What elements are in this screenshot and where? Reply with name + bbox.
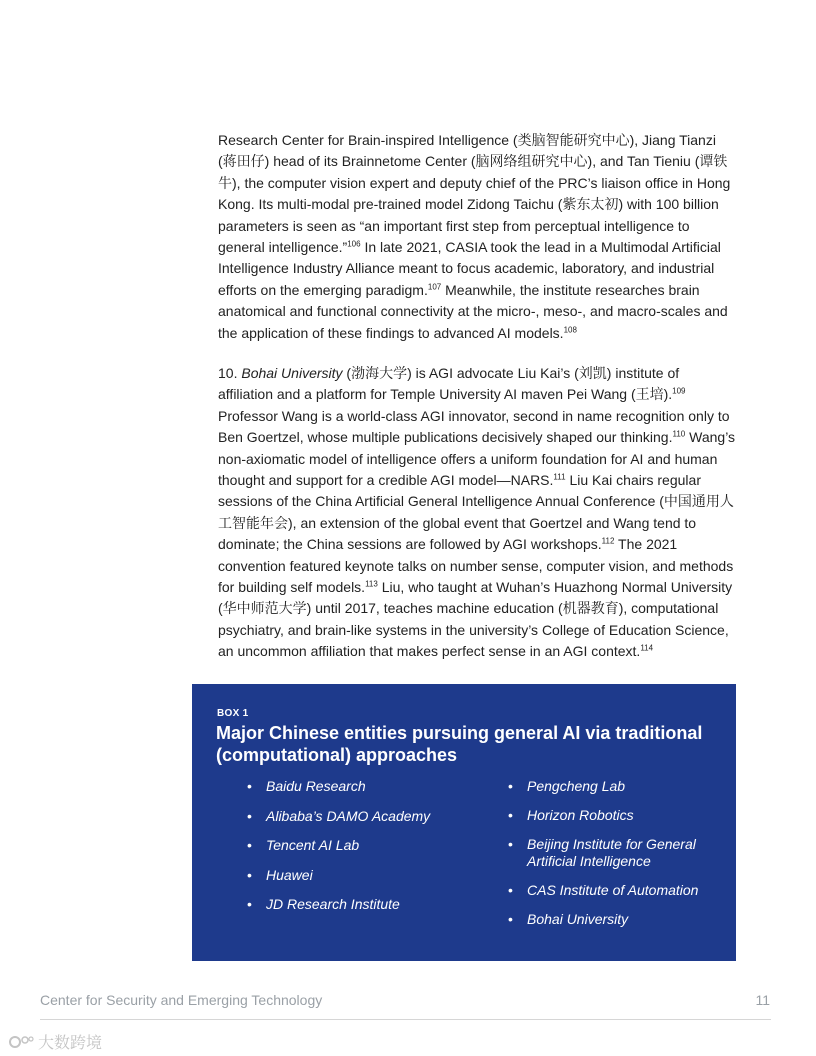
body-paragraph-casia [218, 130, 738, 344]
list-number: 10. [218, 365, 242, 381]
list-item [247, 896, 467, 913]
entity-list-right [508, 778, 728, 940]
paragraph-text: Meanwhile, the institute researches brain anatomical and functional connectivity at the micro-, meso-, and macro-scales and the application of these findings to advanced AI models. [218, 281, 728, 341]
bullet-icon: • [247, 778, 252, 794]
watermark-text: 大数跨境 [38, 1035, 103, 1052]
entity-name: Bohai University [241, 365, 343, 381]
footnote-ref[interactable]: 106 [347, 239, 361, 249]
footnote-ref[interactable]: 109 [672, 386, 686, 396]
entity-label: Baidu Research [266, 778, 366, 794]
paragraph-text: (渤海大学) is AGI advocate Liu Kai’s (刘凯) institute of affiliation and a platform for Temple University AI maven Pei Wang (王培). [218, 365, 680, 403]
watermark [8, 1030, 102, 1053]
bullet-icon: • [508, 807, 513, 823]
bullet-icon: • [247, 866, 252, 883]
footer-divider [40, 1019, 771, 1020]
entity-label: Bohai University [527, 911, 629, 927]
box-label: BOX 1 [217, 708, 249, 719]
list-item [247, 837, 467, 854]
footnote-ref[interactable]: 111 [553, 472, 566, 482]
entity-label: JD Research Institute [266, 896, 400, 912]
list-item [247, 808, 467, 825]
paragraph-text: Liu, who taught at Wuhan’s Huazhong Normal University (华中师范大学) until 2017, teaches machine education (机器教育), computational psychiatry, and brain-like systems in the university’s College of Education Science, an uncommon affiliation that makes perfect sense in an AGI context. [218, 579, 733, 660]
footnote-ref[interactable]: 108 [563, 325, 577, 334]
box-entities [192, 684, 736, 961]
list-item [508, 836, 728, 870]
paragraph-text: Wang’s non-axiomatic model of intelligence offers a uniform foundation for AI and human thought and support for a credible AGI model—NARS. [218, 429, 736, 489]
footnote-ref[interactable]: 107 [427, 282, 442, 292]
list-item [247, 778, 467, 795]
bullet-icon: • [247, 896, 252, 912]
entity-label: Horizon Robotics [527, 807, 634, 823]
bullet-icon: • [508, 836, 513, 852]
bullet-icon: • [247, 837, 252, 853]
entity-label: Pengcheng Lab [527, 778, 626, 794]
bullet-icon: • [247, 807, 252, 824]
entity-label: CAS Institute of Automation [527, 882, 699, 898]
watermark-logo-icon [8, 1034, 34, 1050]
bullet-icon: • [508, 882, 513, 898]
entity-label: Alibaba’s DAMO Academy [266, 807, 431, 824]
list-item [247, 867, 467, 884]
list-item [508, 882, 728, 899]
page-number: 11 [755, 992, 770, 1008]
paragraph-text: Professor Wang is a world-class AGI innovator, second in name recognition only to Ben Goertzel, whose multiple publications decisively shaped our thinking. [218, 407, 730, 446]
entity-list-left [247, 778, 467, 926]
footnote-ref[interactable]: 112 [601, 536, 615, 546]
footnote-ref[interactable]: 114 [640, 643, 654, 653]
list-item [508, 778, 728, 795]
entity-label: Huawei [266, 866, 313, 883]
bullet-icon: • [508, 778, 513, 794]
list-item [508, 911, 728, 928]
footnote-ref[interactable]: 110 [672, 429, 686, 439]
footer-org: Center for Security and Emerging Technology [40, 992, 323, 1008]
body-paragraph-bohai [218, 363, 738, 663]
box-title: Major Chinese entities pursuing general AI via traditional (computational) approaches [216, 723, 703, 765]
bullet-icon: • [508, 911, 513, 927]
entity-label: Tencent AI Lab [266, 837, 360, 853]
paragraph-text: Liu Kai chairs regular sessions of the China Artificial General Intelligence Annual Conference (中国通用人工智能年会), an extension of the global event that Goertzel and Wang tend to dominate; the China sessions are followed by AGI workshops. [218, 472, 734, 553]
list-item [508, 807, 728, 824]
paragraph-text: The 2021 convention featured keynote talks on number sense, computer vision, and methods for building self models. [218, 536, 734, 596]
paragraph-text: In late 2021, CASIA took the lead in a Multimodal Artificial Intelligence Industry Alliance meant to focus academic, laboratory, and industrial efforts on the emerging paradigm. [218, 239, 721, 298]
paragraph-text: Research Center for Brain-inspired Intelligence (类脑智能研究中心), Jiang Tianzi (蒋田仔) head of its Brainnetome Center (脑网络组研究中心), and Tan Tieniu (谭铁牛), the computer vision expert and deputy chief of the PRC’s liaison office in Hong Kong. Its multi-modal pre-trained model Zidong Taichu (紫东太初) with 100 billion parameters is seen as “an important first step from perceptual intelligence to general intelligence.” [218, 132, 731, 256]
footnote-ref[interactable]: 113 [365, 579, 378, 589]
entity-label: Beijing Institute for General Artificial Intelligence [527, 836, 696, 869]
